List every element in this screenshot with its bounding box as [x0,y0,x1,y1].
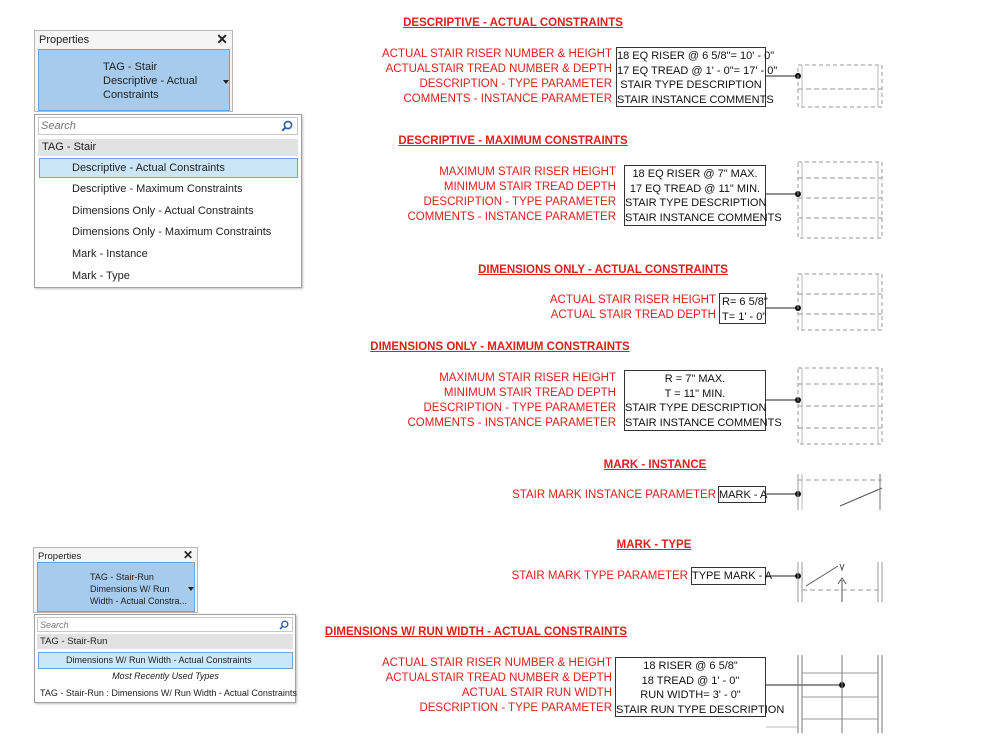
section-header: DIMENSIONS ONLY - MAXIMUM CONSTRAINTS [370,341,630,353]
tag-label: STAIR MARK TYPE PARAMETER [511,570,688,582]
type-item-mark-type[interactable]: Mark - Type [72,270,130,282]
tag-value: 18 TREAD @ 1' - 0" [641,674,740,687]
section-header: DIMENSIONS ONLY - ACTUAL CONSTRAINTS [478,264,728,276]
tag-label: ACTUAL STAIR RISER NUMBER & HEIGHT [381,48,612,60]
stair-tag [691,567,773,585]
tag-value: T= 1' - 0" [722,310,767,323]
tag-label: COMMENTS - INSTANCE PARAMETER [407,417,616,429]
tag-label: MAXIMUM STAIR RISER HEIGHT [439,372,616,384]
type-line-3: Constraints [103,89,159,101]
tag-value: T = 11" MIN. [664,387,726,400]
tag-label: DESCRIPTION - TYPE PARAMETER [423,402,616,414]
type-item-dimensions-actual[interactable]: Dimensions Only - Actual Constraints [72,205,254,217]
stair-symbol [766,472,886,512]
tag-labels [382,656,612,716]
stair-symbol [766,272,886,332]
type-selector[interactable] [37,562,195,612]
type-line-2: Dimensions W/ Run [90,584,170,594]
properties-panel-stair [34,30,233,112]
search-box [37,617,293,632]
tag-value: 18 RISER @ 6 5/8" [643,660,738,672]
search-icon[interactable] [281,120,293,132]
type-group-header: TAG - Stair [38,139,298,156]
type-dropdown-stair-run [34,614,296,703]
recent-type-item[interactable]: TAG - Stair-Run : Dimensions W/ Run Width - Actual Constraints [40,688,297,698]
type-item-descriptive-maximum[interactable]: Descriptive - Maximum Constraints [72,183,243,195]
type-selector-label [103,60,197,102]
tag-label: ACTUAL STAIR RISER NUMBER & HEIGHT [381,657,612,669]
tag-value: STAIR INSTANCE COMMENTS [625,211,782,224]
type-dropdown-stair [34,114,302,288]
tag-value: STAIR TYPE DESCRIPTION [620,79,762,91]
stair-tag [624,165,782,226]
type-item-dimensions-run-width[interactable]: Dimensions W/ Run Width - Actual Constraints [38,652,293,669]
type-line-1: TAG - Stair-Run [90,572,154,582]
type-item-descriptive-actual[interactable]: Descriptive - Actual Constraints [39,158,298,178]
stair-tag [719,293,766,324]
tag-value: R= 6 5/8" [722,296,768,308]
close-icon[interactable]: ✕ [216,31,228,47]
tag-value: STAIR RUN TYPE DESCRIPTION [616,703,785,716]
tag-label: DESCRIPTION - TYPE PARAMETER [423,196,616,208]
type-line-1: TAG - Stair [103,61,158,73]
section-header: MARK - INSTANCE [603,459,707,471]
section-header: DESCRIPTIVE - MAXIMUM CONSTRAINTS [398,135,628,147]
tag-label: DESCRIPTION - TYPE PARAMETER [419,78,612,90]
tag-value: 18 EQ RISER @ 6 5/8"= 10' - 0" [617,50,775,62]
tag-label: MINIMUM STAIR TREAD DEPTH [443,181,616,193]
section-header: DESCRIPTIVE - ACTUAL CONSTRAINTS [403,17,623,29]
tag-label: DESCRIPTION - TYPE PARAMETER [419,702,612,714]
tag-value: STAIR INSTANCE COMMENTS [625,416,782,429]
close-icon[interactable]: ✕ [182,548,193,562]
tag-value: 17 EQ TREAD @ 1' - 0"= 17' - 0" [617,64,778,77]
tag-label: ACTUAL STAIR TREAD DEPTH [550,309,716,321]
stair-symbol [766,60,886,110]
stair-tag [615,657,785,717]
tag-labels [512,488,716,503]
search-input[interactable] [41,119,271,133]
stair-tag [624,370,782,431]
tag-value: R = 7" MAX. [664,373,726,385]
tag-value: STAIR INSTANCE COMMENTS [617,93,774,106]
tag-label: ACTUALSTAIR TREAD NUMBER & DEPTH [385,672,612,684]
stair-symbol [766,160,886,240]
tag-value: 18 EQ RISER @ 7" MAX. [632,168,758,180]
stair-symbol [766,366,886,446]
stair-symbol [766,560,886,605]
type-line-3: Width - Actual Constra... [90,596,188,606]
tag-labels [512,569,688,584]
tag-label: MINIMUM STAIR TREAD DEPTH [443,387,616,399]
tag-label: COMMENTS - INSTANCE PARAMETER [407,211,616,223]
type-selector[interactable] [38,49,230,111]
stair-tag [718,486,766,503]
section-header: DIMENSIONS W/ RUN WIDTH - ACTUAL CONSTRAINTS [324,626,628,638]
chevron-down-icon[interactable] [188,587,194,591]
type-item-mark-instance[interactable]: Mark - Instance [72,248,148,260]
tag-value: TYPE MARK - A [692,570,773,582]
recent-types-header: Most Recently Used Types [112,671,219,681]
tag-labels [550,293,716,323]
search-input[interactable] [40,619,270,631]
tag-label: STAIR MARK INSTANCE PARAMETER [512,489,716,501]
tag-label: MAXIMUM STAIR RISER HEIGHT [439,166,616,178]
search-icon[interactable] [279,620,289,630]
tag-label: ACTUALSTAIR TREAD NUMBER & DEPTH [385,63,612,75]
tag-value: RUN WIDTH= 3' - 0" [640,689,741,701]
tag-labels [408,165,617,225]
search-box [38,117,298,135]
tag-label: ACTUAL STAIR RUN WIDTH [461,687,612,699]
properties-title: Properties [39,34,90,46]
stair-run-symbol [766,655,886,735]
properties-title: Properties [38,551,82,562]
tag-label: ACTUAL STAIR RISER HEIGHT [549,294,716,306]
type-selector-label [90,571,187,607]
type-item-dimensions-maximum[interactable]: Dimensions Only - Maximum Constraints [72,226,272,238]
type-line-2: Descriptive - Actual [103,75,198,87]
tag-labels [382,47,612,107]
tag-labels [408,371,617,431]
section-header: MARK - TYPE [616,539,692,551]
properties-panel-stair-run [33,547,198,613]
type-group-header: TAG - Stair-Run [37,634,293,649]
tag-value: 17 EQ TREAD @ 11" MIN. [629,182,761,195]
chevron-down-icon[interactable] [223,80,229,84]
tag-label: COMMENTS - INSTANCE PARAMETER [403,93,612,105]
tag-value: MARK - A [719,489,768,501]
tag-value: STAIR TYPE DESCRIPTION [625,197,767,209]
tag-value: STAIR TYPE DESCRIPTION [625,402,767,414]
stair-tag [616,47,778,107]
